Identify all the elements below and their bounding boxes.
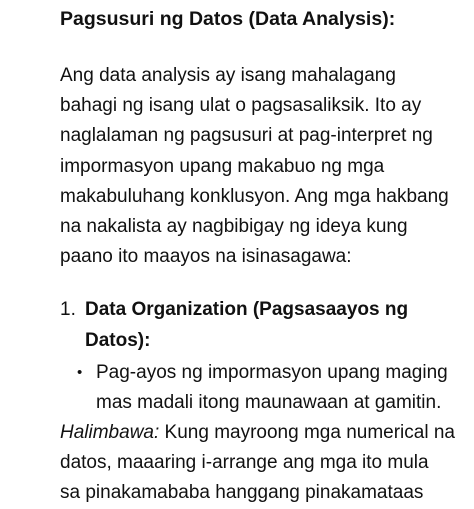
example-paragraph (60, 418, 474, 509)
example-text: Kung mayroong mga numerical na (159, 422, 455, 444)
list-item-number: 1. (60, 299, 76, 321)
example-line: sa pinakamababa hanggang pinakamataas (60, 482, 424, 504)
intro-line: naglalaman ng pagsusuri at pag-interpret ng (60, 125, 433, 147)
example-line: datos, maaaring i-arrange ang mga ito mula (60, 452, 429, 474)
example-line (60, 418, 474, 448)
example-label: Halimbawa: (60, 422, 160, 444)
section-heading: Pagsusuri ng Datos (Data Analysis): (60, 8, 396, 30)
intro-line: Ang data analysis ay isang mahalagang (60, 65, 396, 86)
bullet-icon: • (77, 363, 83, 381)
intro-line: makabuluhang konklusyon. Ang mga hakbang (60, 185, 449, 207)
list-item-title-continued: Datos): (85, 329, 151, 351)
intro-line: bahagi ng isang ulat o pagsasaliksik. Ito ay (60, 95, 422, 117)
numbered-list (60, 295, 474, 418)
document-page (60, 4, 474, 509)
intro-paragraph (60, 61, 474, 272)
intro-line: impormasyon upang makabuo ng mga (60, 155, 385, 177)
bullet-text-continued: mas madali itong maunawaan at gamitin. (96, 391, 442, 413)
intro-line: na nakalista ay nagbibigay ng ideya kung (60, 215, 408, 237)
bullet-text: Pag-ayos ng impormasyon upang maging (96, 361, 448, 383)
list-item (60, 295, 474, 325)
intro-line: paano ito maayos na isinasagawa: (60, 246, 352, 268)
list-item-title: Data Organization (Pagsasaayos ng (85, 299, 409, 321)
bullet-item (60, 358, 474, 388)
